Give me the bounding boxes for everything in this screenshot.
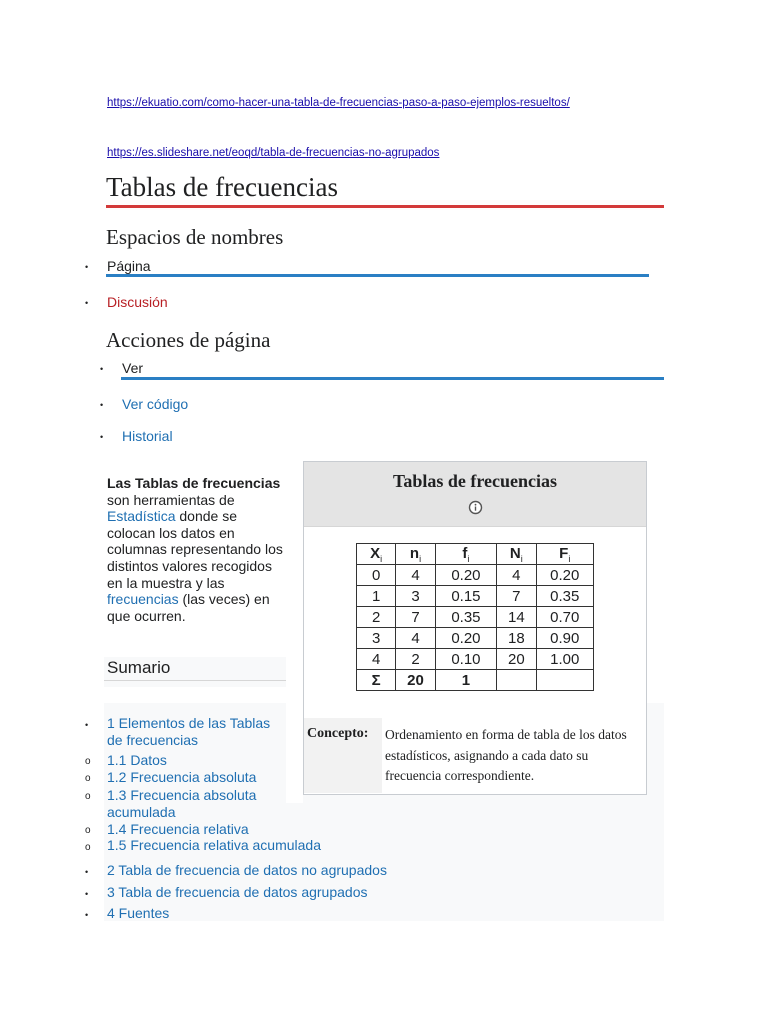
toc-item-4[interactable]: 4 Fuentes — [107, 905, 170, 921]
table-cell: 0.70 — [536, 607, 594, 628]
toc-marker: o — [85, 773, 91, 784]
table-cell: 2 — [357, 607, 396, 628]
table-cell: 4 — [357, 649, 396, 670]
toc-marker: • — [85, 889, 89, 899]
table-cell: Σ — [357, 670, 396, 691]
toc-marker: • — [85, 867, 89, 877]
table-cell: 18 — [497, 628, 536, 649]
table-cell: 7 — [396, 607, 435, 628]
intro-text: son herramientas de — [107, 491, 235, 508]
table-cell: 20 — [396, 670, 435, 691]
source-link-ekuatio[interactable]: https://ekuatio.com/como-hacer-una-tabla-de-frecuencias-paso-a-paso-ejemplos-resueltos/ — [107, 97, 570, 109]
toc-marker: o — [85, 842, 91, 853]
table-cell: 1 — [435, 670, 497, 691]
table-cell: 4 — [396, 565, 435, 586]
page-title: Tablas de frecuencias — [106, 172, 338, 202]
bullet-marker: • — [100, 432, 104, 442]
header-cell: $X_i$ — [357, 544, 396, 565]
infobox — [303, 461, 647, 795]
title-underline — [106, 205, 664, 208]
toc-item-1[interactable]: 1 Elementos de las Tablas de frecuencias — [107, 715, 271, 748]
toc-marker: o — [85, 791, 91, 802]
intro-text: donde se colocan los datos en columnas representando los distintos valores recogidos en la muestra y las — [107, 508, 283, 591]
table-cell: 2 — [396, 649, 435, 670]
action-active-underline — [121, 377, 664, 380]
table-cell: 1 — [357, 586, 396, 607]
info-circle-icon[interactable] — [468, 500, 483, 515]
concept-text: Ordenamiento en forma de tabla de los datos estadísticos, asignando a cada dato su frecuencia correspondiente. — [385, 727, 627, 783]
toc-item-1-5[interactable]: 1.5 Frecuencia relativa acumulada — [107, 837, 322, 853]
infobox-title: Tablas de frecuencias — [392, 471, 557, 491]
action-item-historial[interactable]: Historial — [122, 428, 173, 444]
table-cell: 3 — [396, 586, 435, 607]
bullet-marker: • — [85, 262, 89, 272]
table-cell: 0.20 — [536, 565, 594, 586]
table-row — [357, 586, 594, 607]
namespace-item-pagina[interactable]: Página — [107, 258, 151, 274]
bullet-marker: • — [85, 298, 89, 308]
toc-item-3[interactable]: 3 Tabla de frecuencia de datos agrupados — [107, 884, 368, 900]
intro-text: (las veces) en que ocurren. — [107, 591, 270, 624]
infobox-header — [304, 462, 646, 527]
header-cell: $N_i$ — [497, 544, 536, 565]
table-cell: 7 — [497, 586, 536, 607]
toc-divider — [104, 680, 286, 681]
table-row — [357, 565, 594, 586]
table-total-row — [357, 670, 594, 691]
table-row — [357, 628, 594, 649]
table-cell: 0.90 — [536, 628, 594, 649]
bullet-marker: • — [100, 364, 104, 374]
toc-marker: • — [85, 910, 89, 920]
toc-marker: o — [85, 825, 91, 836]
header-cell: $f_i$ — [435, 544, 497, 565]
table-cell: 3 — [357, 628, 396, 649]
toc-item-1-2[interactable]: 1.2 Frecuencia absoluta — [107, 769, 257, 785]
toc-marker: • — [85, 720, 89, 730]
table-cell: 14 — [497, 607, 536, 628]
bullet-marker: • — [100, 400, 104, 410]
toc-item-2[interactable]: 2 Tabla de frecuencia de datos no agrupados — [107, 862, 387, 878]
concept-label: Concepto: — [307, 726, 369, 741]
toc-heading: Sumario — [107, 658, 171, 677]
table-cell: 0.20 — [435, 565, 497, 586]
table-cell: 4 — [497, 565, 536, 586]
source-link-slideshare[interactable]: https://es.slideshare.net/eoqd/tabla-de-frecuencias-no-agrupados — [107, 147, 440, 159]
link-frecuencias[interactable]: frecuencias — [107, 591, 179, 608]
toc-item-1-1[interactable]: 1.1 Datos — [107, 752, 167, 768]
table-cell: 0.35 — [536, 586, 594, 607]
action-item-ver[interactable]: Ver — [122, 360, 144, 376]
table-cell: 0.10 — [435, 649, 497, 670]
namespaces-heading: Espacios de nombres — [106, 225, 284, 249]
header-cell: $n_i$ — [396, 544, 435, 565]
actions-heading: Acciones de página — [106, 328, 271, 352]
frequency-table — [356, 543, 594, 691]
intro-paragraph — [107, 475, 287, 624]
link-estadistica[interactable]: Estadística — [107, 508, 176, 525]
table-header-row — [357, 544, 594, 565]
table-cell: 0.15 — [435, 586, 497, 607]
table-cell: 0.35 — [435, 607, 497, 628]
table-cell: 1.00 — [536, 649, 594, 670]
namespace-item-discusion[interactable]: Discusión — [107, 294, 168, 310]
toc-item-1-4[interactable]: 1.4 Frecuencia relativa — [107, 821, 249, 837]
table-cell: 4 — [396, 628, 435, 649]
header-cell: $F_i$ — [536, 544, 594, 565]
namespace-active-underline — [106, 274, 649, 277]
toc-marker: o — [85, 756, 91, 767]
table-row — [357, 607, 594, 628]
table-cell — [497, 670, 536, 691]
table-row — [357, 649, 594, 670]
table-cell — [536, 670, 594, 691]
table-cell: 20 — [497, 649, 536, 670]
toc-item-1-3[interactable]: 1.3 Frecuencia absoluta acumulada — [107, 787, 257, 820]
action-item-ver-codigo[interactable]: Ver código — [122, 396, 189, 412]
table-cell: 0.20 — [435, 628, 497, 649]
intro-bold-term: Las Tablas de frecuencias — [107, 475, 281, 491]
concept-label-cell — [304, 718, 382, 793]
table-cell: 0 — [357, 565, 396, 586]
